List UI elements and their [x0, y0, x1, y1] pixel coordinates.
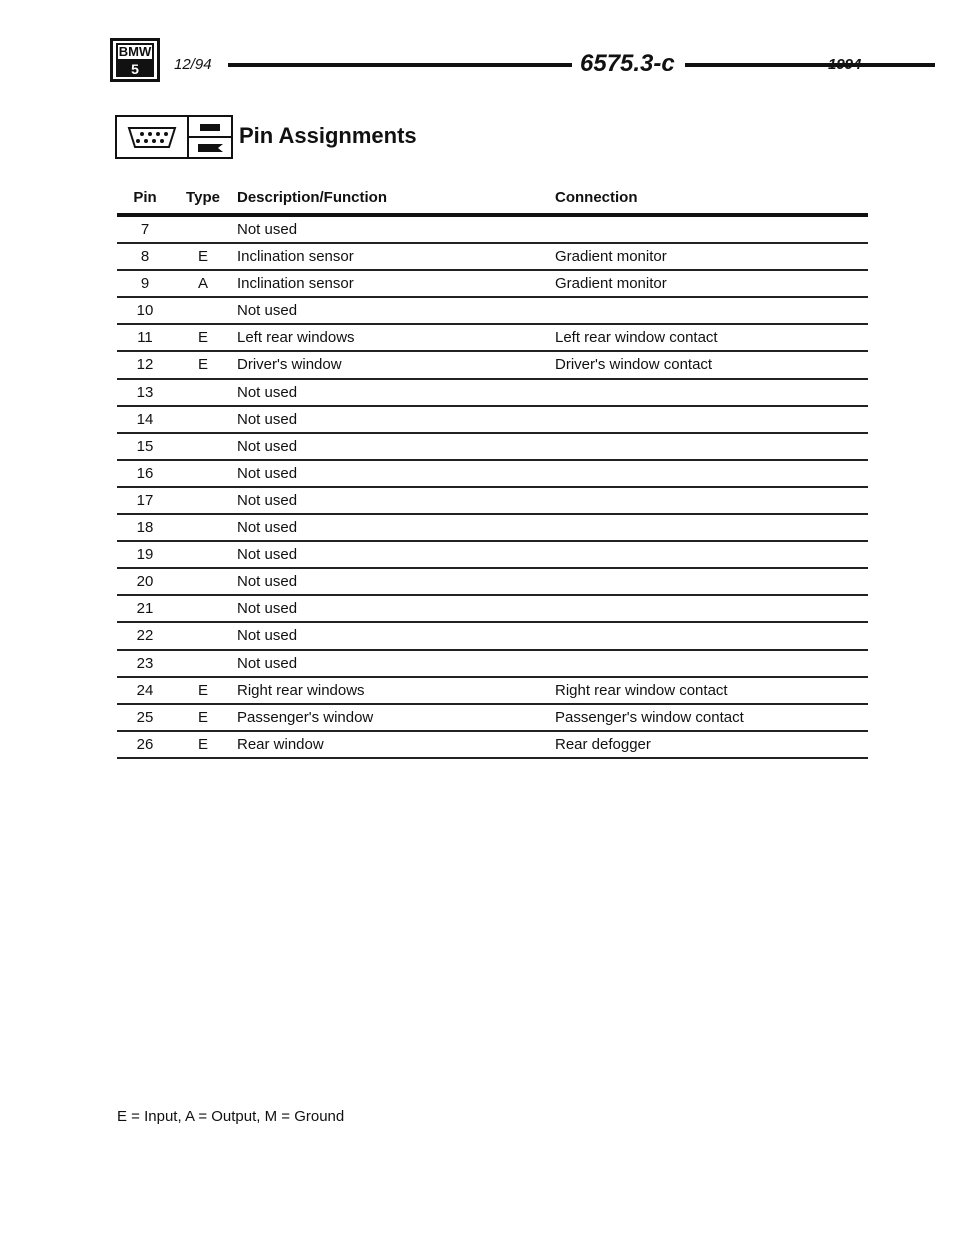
description-cell: Not used — [237, 302, 298, 320]
description-cell: Not used — [237, 573, 298, 591]
pin-cell: 17 — [136, 491, 154, 509]
header-rule-left — [228, 63, 572, 67]
connection-cell: Gradient monitor — [555, 275, 667, 293]
description-cell: Not used — [237, 464, 298, 482]
description-cell: Right rear windows — [237, 681, 365, 699]
pin-cell: 23 — [136, 654, 154, 672]
header-connection: Connection — [555, 189, 638, 206]
description-cell: Not used — [237, 600, 298, 618]
pin-cell: 11 — [137, 329, 153, 347]
pin-cell: 19 — [136, 546, 154, 564]
description-cell: Not used — [237, 221, 298, 238]
table-row — [117, 732, 868, 759]
logo-series-text: 5 — [116, 61, 154, 77]
pin-cell: 10 — [136, 302, 154, 320]
pin-cell: 16 — [136, 464, 154, 482]
table-row — [117, 542, 868, 569]
table-body — [117, 217, 868, 759]
type-cell: E — [197, 329, 208, 347]
description-cell: Left rear windows — [237, 329, 355, 347]
pin-cell: 7 — [140, 221, 150, 238]
pin-cell: 13 — [136, 383, 154, 401]
section-title: Pin Assignments — [239, 123, 417, 148]
pin-cell: 25 — [136, 708, 154, 726]
table-row — [117, 596, 868, 623]
type-cell: E — [197, 708, 208, 726]
header-date: 12/94 — [174, 56, 212, 73]
table-row — [117, 352, 868, 379]
connection-cell: Driver's window contact — [555, 356, 713, 374]
connector-plug-icon — [115, 115, 189, 159]
table-row — [117, 298, 868, 325]
pin-cell: 21 — [136, 600, 154, 618]
header-type: Type — [186, 189, 220, 206]
table-row — [117, 569, 868, 596]
description-cell: Not used — [237, 383, 298, 401]
pin-cell: 26 — [136, 735, 154, 753]
table-row — [117, 217, 868, 244]
logo-brand-text: BMW — [116, 43, 154, 61]
legend-footnote: E = Input, A = Output, M = Ground — [117, 1108, 345, 1125]
page-header — [110, 38, 870, 82]
pin-cell: 9 — [140, 275, 150, 293]
header-description: Description/Function — [237, 189, 387, 206]
pin-cell: 18 — [136, 519, 154, 537]
pin-cell: 24 — [136, 681, 154, 699]
table-row — [117, 325, 868, 352]
description-cell: Driver's window — [237, 356, 342, 374]
bmw-5-series-logo — [110, 38, 160, 82]
table-header — [117, 187, 868, 217]
header-pin: Pin — [133, 189, 157, 206]
table-row — [117, 434, 868, 461]
pin-cell: 15 — [136, 437, 154, 455]
type-cell: A — [197, 275, 208, 293]
type-cell: E — [197, 356, 208, 374]
description-cell: Not used — [237, 437, 298, 455]
description-cell: Not used — [237, 627, 298, 645]
pin-cell: 12 — [136, 356, 154, 374]
description-cell: Not used — [237, 546, 298, 564]
type-cell: E — [197, 681, 208, 699]
pin-cell: 14 — [136, 410, 154, 428]
table-row — [117, 705, 868, 732]
table-row — [117, 488, 868, 515]
description-cell: Not used — [237, 519, 298, 537]
description-cell: Rear window — [237, 735, 324, 753]
table-row — [117, 651, 868, 678]
type-cell: E — [197, 248, 208, 266]
table-row — [117, 407, 868, 434]
table-row — [117, 623, 868, 650]
description-cell: Passenger's window — [237, 708, 374, 726]
table-row — [117, 515, 868, 542]
pin-direction-icon — [189, 115, 233, 159]
description-cell: Not used — [237, 410, 298, 428]
connection-cell: Left rear window contact — [555, 329, 718, 347]
connection-cell: Passenger's window contact — [555, 708, 744, 726]
pin-cell: 20 — [136, 573, 154, 591]
pin-assignment-table — [117, 187, 868, 759]
document-code: 6575.3-c — [580, 50, 675, 77]
table-row — [117, 678, 868, 705]
table-row — [117, 244, 868, 271]
header-year: 1994 — [828, 56, 862, 73]
description-cell: Inclination sensor — [237, 275, 354, 293]
table-row — [117, 461, 868, 488]
connection-cell: Right rear window contact — [555, 681, 728, 699]
header-rule-right — [685, 63, 935, 67]
description-cell: Not used — [237, 491, 298, 509]
description-cell: Not used — [237, 654, 298, 672]
connection-cell: Rear defogger — [555, 735, 651, 753]
table-row — [117, 271, 868, 298]
table-row — [117, 380, 868, 407]
type-cell: E — [197, 735, 208, 753]
connection-cell: Gradient monitor — [555, 248, 667, 266]
pin-cell: 8 — [140, 248, 150, 266]
description-cell: Inclination sensor — [237, 248, 354, 266]
pin-cell: 22 — [136, 627, 154, 645]
